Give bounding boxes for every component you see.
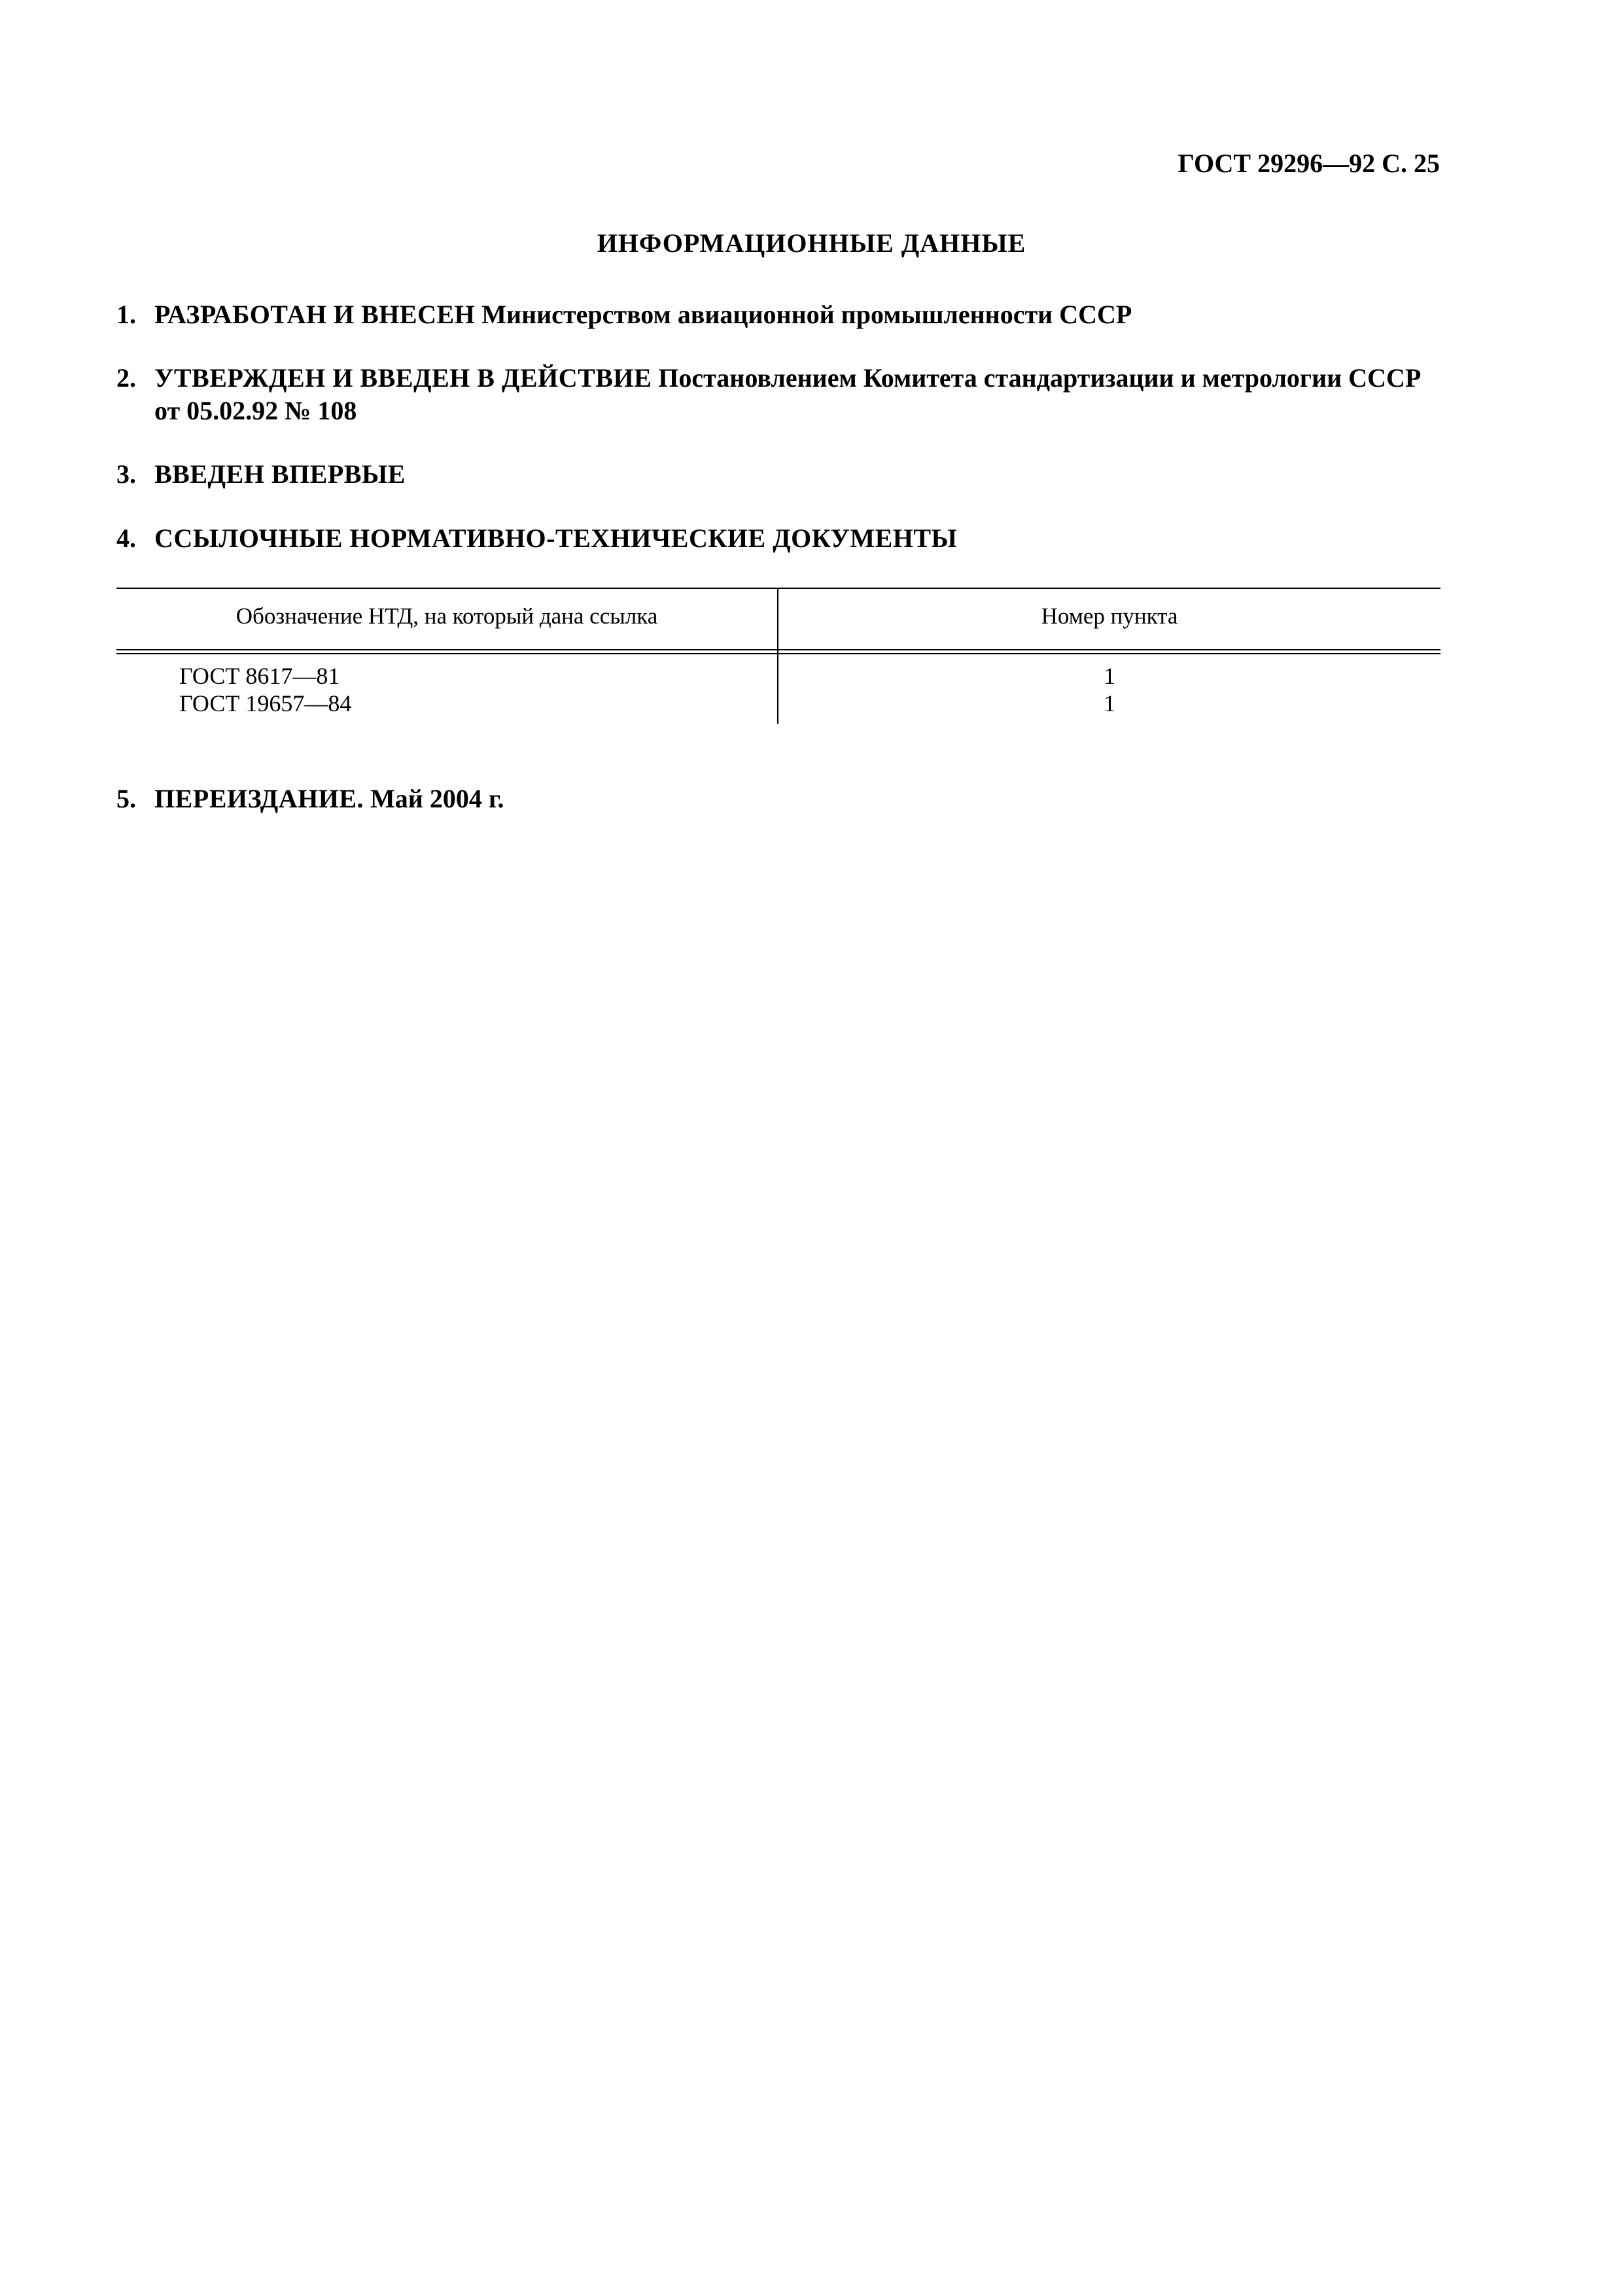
cell-clause: 1: [1104, 663, 1115, 689]
info-item-developed: [116, 298, 1440, 331]
item-heading: ПЕРЕИЗДАНИЕ.: [154, 784, 364, 813]
item-text: Министерством авиационной промышленности СССР: [475, 300, 1132, 329]
table-body: [116, 662, 1440, 717]
column-header-clause: Номер пункта: [1041, 603, 1178, 629]
reference-documents-table: [116, 588, 1440, 724]
document-title: ИНФОРМАЦИОННЫЕ ДАННЫЕ: [597, 228, 1026, 258]
table-row: [116, 662, 1440, 690]
item-number: 3.: [116, 459, 136, 489]
item-number: 2.: [116, 363, 136, 393]
info-item-reissue: [116, 783, 1440, 815]
cell-document: ГОСТ 8617—81: [179, 663, 340, 689]
info-item-introduced: [116, 458, 1440, 491]
item-number: 4.: [116, 523, 136, 553]
cell-clause: 1: [1104, 690, 1115, 716]
column-header-document: Обозначение НТД, на который дана ссылка: [236, 603, 658, 629]
info-item-references: [116, 522, 1440, 555]
item-number: 5.: [116, 784, 136, 813]
page-header: ГОСТ 29296—92 С. 25: [1178, 149, 1440, 178]
table-header-rule: [116, 649, 1440, 654]
info-item-approved: [116, 362, 1440, 427]
table-row: [116, 690, 1440, 717]
table-top-rule: [116, 588, 1440, 589]
item-heading: РАЗРАБОТАН И ВНЕСЕН: [154, 300, 476, 329]
item-heading: ССЫЛОЧНЫЕ НОРМАТИВНО-ТЕХНИЧЕСКИЕ ДОКУМЕНТЫ: [154, 523, 958, 553]
cell-document: ГОСТ 19657—84: [179, 690, 352, 716]
item-text: Постановлением Комитета стандартизации и метрологии СССР от 05.02.92 № 108: [154, 363, 1422, 425]
item-heading: ВВЕДЕН ВПЕРВЫЕ: [154, 459, 406, 489]
item-heading: УТВЕРЖДЕН И ВВЕДЕН В ДЕЙСТВИЕ: [154, 363, 652, 393]
item-text: Май 2004 г.: [364, 784, 504, 813]
item-number: 1.: [116, 300, 136, 329]
